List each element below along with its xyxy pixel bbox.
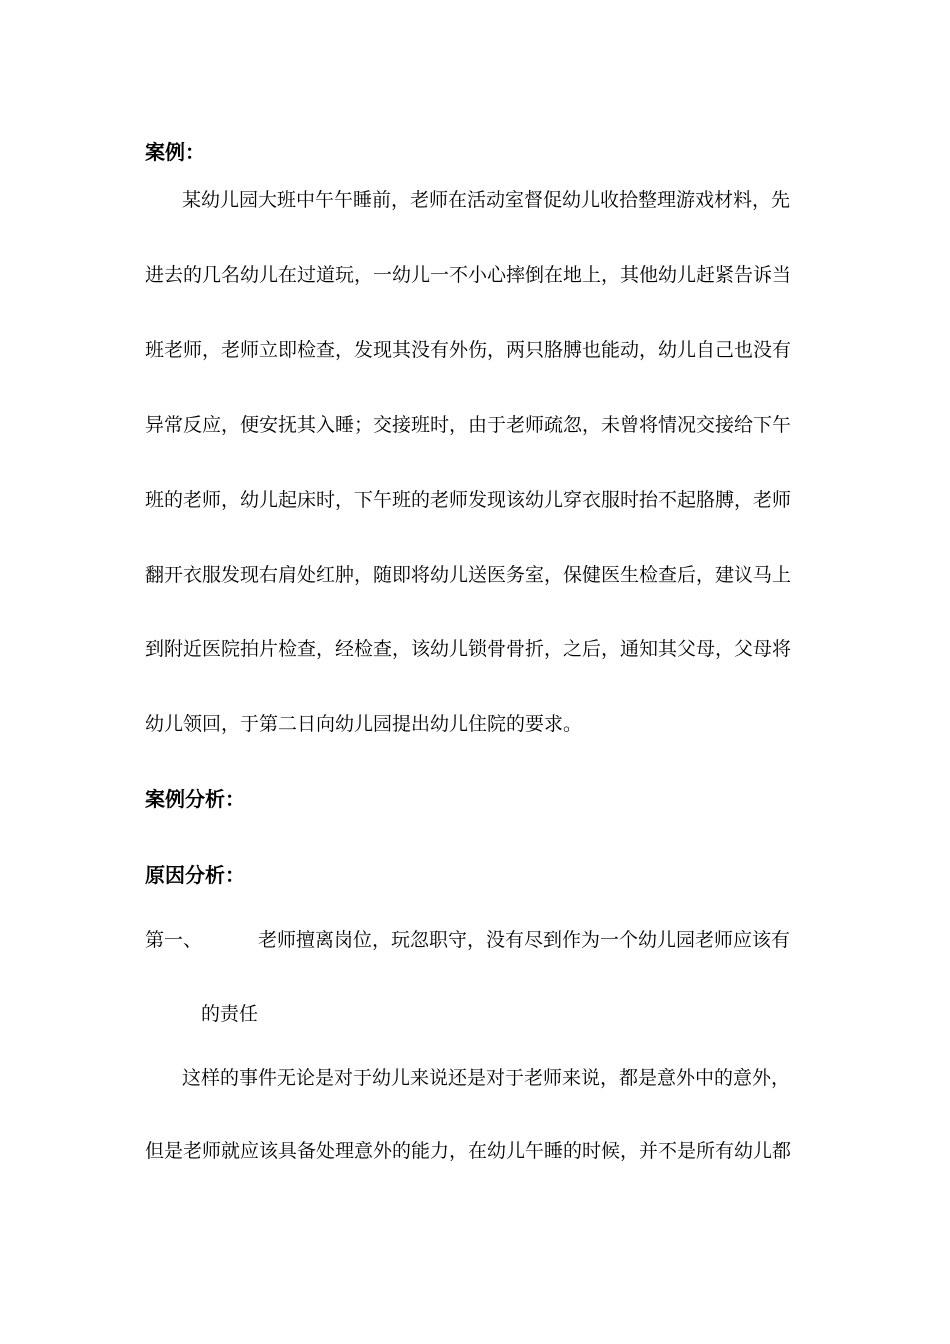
heading-case: 案例： xyxy=(145,140,205,164)
heading-reason-analysis: 原因分析： xyxy=(145,863,245,887)
paragraph-line: 到附近医院拍片检查，经检查，该幼儿锁骨骨折，之后，通知其父母，父母将 xyxy=(145,638,792,660)
paragraph-line: 但是老师就应该具备处理意外的能力，在幼儿午睡的时候，并不是所有幼儿都 xyxy=(145,1140,792,1162)
paragraph-line: 班老师，老师立即检查，发现其没有外伤，两只胳膊也能动，幼儿自己也没有 xyxy=(145,339,792,361)
heading-case-analysis: 案例分析： xyxy=(145,787,245,811)
paragraph-line: 翻开衣服发现右肩处红肿，随即将幼儿送医务室，保健医生检查后，建议马上 xyxy=(145,564,792,586)
paragraph-line: 幼儿领回，于第二日向幼儿园提出幼儿住院的要求。 xyxy=(145,713,583,735)
list-item-label: 第一、 xyxy=(145,929,203,951)
paragraph-line: 异常反应，便安抚其入睡；交接班时，由于老师疏忽，未曾将情况交接给下午 xyxy=(145,414,792,436)
paragraph-line: 这样的事件无论是对于幼儿来说还是对于老师来说，都是意外中的意外， xyxy=(182,1067,791,1089)
paragraph-line: 进去的几名幼儿在过道玩，一幼儿一不小心摔倒在地上，其他幼儿赶紧告诉当 xyxy=(145,264,792,286)
list-item-text: 老师擅离岗位，玩忽职守，没有尽到作为一个幼儿园老师应该有 xyxy=(258,929,791,951)
paragraph-line: 班的老师，幼儿起床时，下午班的老师发现该幼儿穿衣服时抬不起胳膊，老师 xyxy=(145,489,792,511)
paragraph-line: 某幼儿园大班中午午睡前，老师在活动室督促幼儿收拾整理游戏材料，先 xyxy=(182,189,791,211)
list-item-text-continued: 的责任 xyxy=(201,1003,259,1025)
